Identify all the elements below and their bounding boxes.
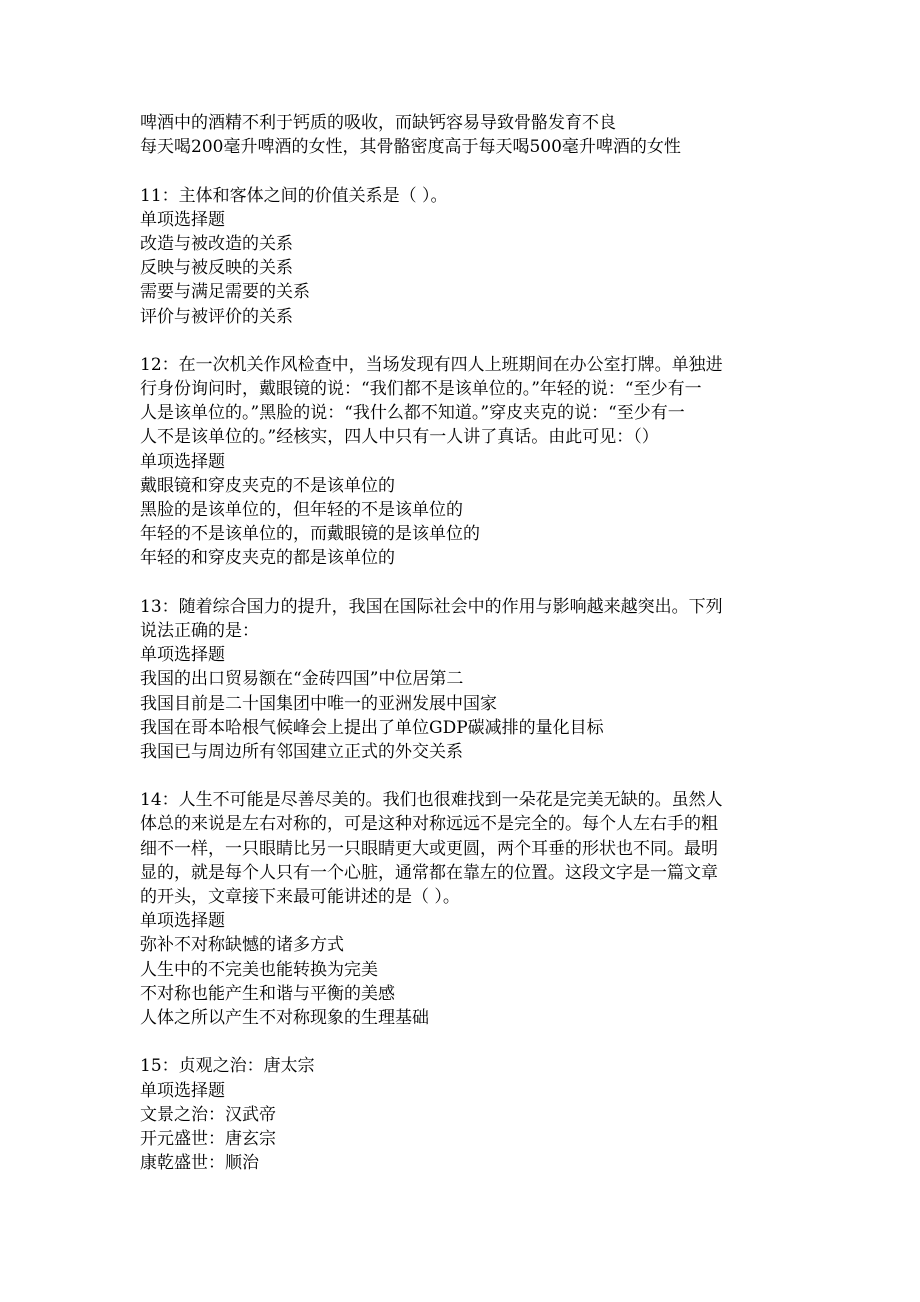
question-type: 单项选择题: [140, 209, 225, 230]
option-c: 需要与满足需要的关系: [140, 282, 310, 303]
option-a: 我国的出口贸易额在“金砖四国”中位居第二: [140, 669, 464, 690]
intro-line: 啤酒中的酒精不利于钙质的吸收，而缺钙容易导致骨骼发育不良: [140, 113, 616, 133]
question-stem: 的开头，文章接下来最可能讲述的是（ ）。: [140, 887, 460, 907]
option-b: 人生中的不完美也能转换为完美: [140, 959, 378, 980]
question-15: [140, 1054, 780, 1175]
option-d: 人体之所以产生不对称现象的生理基础: [140, 1007, 429, 1028]
option-a: 戴眼镜和穿皮夹克的不是该单位的: [140, 475, 395, 496]
spacer: [140, 329, 780, 353]
spacer: [140, 571, 780, 595]
option-c: 不对称也能产生和谐与平衡的美感: [140, 983, 395, 1004]
question-stem: 行身份询问时，戴眼镜的说：“我们都不是该单位的。”年轻的说：“至少有一: [140, 379, 702, 400]
spacer: [140, 1030, 780, 1054]
option-c: 康乾盛世：顺治: [140, 1153, 259, 1174]
document-page: [140, 111, 780, 1175]
question-12: [140, 353, 780, 571]
option-d: 年轻的和穿皮夹克的都是该单位的: [140, 548, 395, 569]
question-type: 单项选择题: [140, 911, 225, 932]
option-b: 反映与被反映的关系: [140, 258, 293, 279]
option-c: 年轻的不是该单位的，而戴眼镜的是该单位的: [140, 524, 480, 545]
question-14: [140, 788, 780, 1030]
intro-line: 每天喝200毫升啤酒的女性，其骨骼密度高于每天喝500毫升啤酒的女性: [140, 137, 681, 158]
question-stem: 人不是该单位的。”经核实，四人中只有一人讲了真话。由此可见：（）: [140, 427, 659, 448]
question-stem: 细不一样，一只眼睛比另一只眼睛更大或更圆，两个耳垂的形状也不同。最明: [140, 838, 718, 859]
question-stem: 13：随着综合国力的提升，我国在国际社会中的作用与影响越来越突出。下列: [140, 596, 723, 617]
question-stem: 12：在一次机关作风检查中，当场发现有四人上班期间在办公室打牌。单独进: [140, 354, 723, 375]
option-b: 我国目前是二十国集团中唯一的亚洲发展中国家: [140, 693, 497, 714]
option-a: 弥补不对称缺憾的诸多方式: [140, 935, 344, 956]
question-type: 单项选择题: [140, 451, 225, 472]
option-a: 文景之治：汉武帝: [140, 1104, 276, 1125]
option-b: 开元盛世：唐玄宗: [140, 1128, 276, 1149]
option-c: 我国在哥本哈根气候峰会上提出了单位GDP碳减排的量化目标: [140, 717, 604, 738]
question-stem: 体总的来说是左右对称的，可是这种对称远远不是完全的。每个人左右手的粗: [140, 814, 718, 835]
question-13: [140, 595, 780, 764]
question-type: 单项选择题: [140, 1080, 225, 1101]
question-stem: 11：主体和客体之间的价值关系是（ ）。: [140, 185, 448, 206]
spacer: [140, 764, 780, 788]
question-stem: 15：贞观之治：唐太宗: [140, 1056, 315, 1077]
question-11: [140, 184, 780, 329]
question-stem: 说法正确的是：: [140, 620, 259, 641]
question-type: 单项选择题: [140, 645, 225, 666]
option-b: 黑脸的是该单位的，但年轻的不是该单位的: [140, 500, 463, 520]
spacer: [140, 159, 780, 183]
question-stem: 14：人生不可能是尽善尽美的。我们也很难找到一朵花是完美无缺的。虽然人: [140, 790, 723, 811]
option-a: 改造与被改造的关系: [140, 233, 293, 254]
option-d: 评价与被评价的关系: [140, 306, 293, 327]
question-stem: 显的，就是每个人只有一个心脏，通常都在靠左的位置。这段文字是一篇文章: [140, 862, 718, 883]
option-d: 我国已与周边所有邻国建立正式的外交关系: [140, 741, 463, 762]
question-stem: 人是该单位的。”黑脸的说：“我什么都不知道。”穿皮夹克的说：“至少有一: [140, 403, 685, 424]
